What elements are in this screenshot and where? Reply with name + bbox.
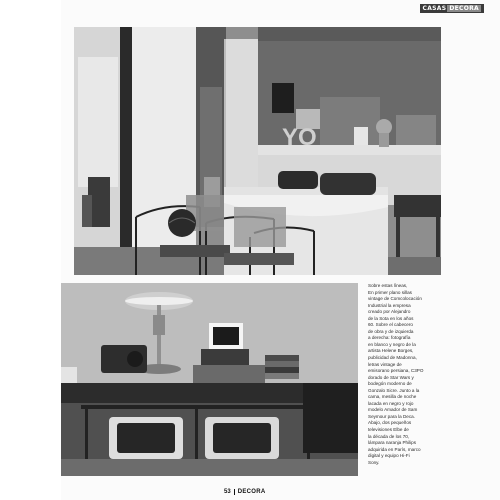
caption-line: creado por Alejandro [368, 309, 411, 315]
caption-line: bodegón moderno de [368, 381, 412, 387]
photo-living-room-illustration [61, 283, 358, 476]
caption-line: a derecha: fotografía [368, 335, 411, 341]
page-footer [224, 489, 266, 495]
caption-line: cama, mesilla de noche [368, 394, 417, 400]
caption-line: publicidad de Madonna, [368, 355, 417, 361]
photo-caption [368, 283, 444, 466]
section-header [420, 4, 485, 13]
footer-divider [234, 489, 235, 495]
caption-line: En primer plano sillas [368, 289, 412, 295]
caption-line: vintage de Comcolocación [368, 296, 422, 302]
caption-line: lámpara naranja Philips [368, 440, 417, 446]
wall-letters: YO [282, 124, 317, 151]
caption-line: Seymour para la Deca. [368, 413, 415, 419]
caption-line: modelo Amador de Sam [368, 407, 418, 413]
caption-line: de la Sota en los años [368, 315, 414, 321]
caption-line: la década de los 70, [368, 433, 410, 439]
caption-line: Sony. [368, 459, 380, 465]
caption-line: lacada en negro y rojo [368, 400, 414, 406]
photo-living-room [61, 283, 358, 476]
photo-bedroom [74, 27, 441, 275]
caption-line: digital y equipo Hi-Fi [368, 453, 410, 459]
caption-line: Sobre estas líneas, [368, 283, 408, 288]
section-label: CASAS [422, 5, 447, 12]
caption-line: Abajo, dos pequeños [368, 420, 412, 426]
caption-line: artista Helene Borges, [368, 348, 414, 354]
photo-bedroom-illustration [74, 27, 441, 275]
caption-line: televisiones Elbe de [368, 427, 409, 433]
caption-line: en blanco y negro de la [368, 341, 416, 347]
caption-line: dorado de Star Wars y [368, 374, 414, 380]
caption-line: emisorano persiana, C3PO [368, 368, 424, 374]
magazine-brand: DECORA [237, 489, 266, 495]
caption-line: Gonzalo Sicre. Junto a la [368, 387, 420, 393]
page-number: 53 [224, 489, 231, 495]
caption-line: de obra y de izquierda [368, 328, 414, 334]
caption-line: Industrial la empresa [368, 302, 411, 308]
section-accent: DECORA [449, 5, 479, 12]
caption-line: 60. Sobre el cabecero [368, 322, 413, 328]
caption-line: adquirida en París, marco [368, 446, 421, 452]
caption-line: letras vintage de [368, 361, 402, 367]
